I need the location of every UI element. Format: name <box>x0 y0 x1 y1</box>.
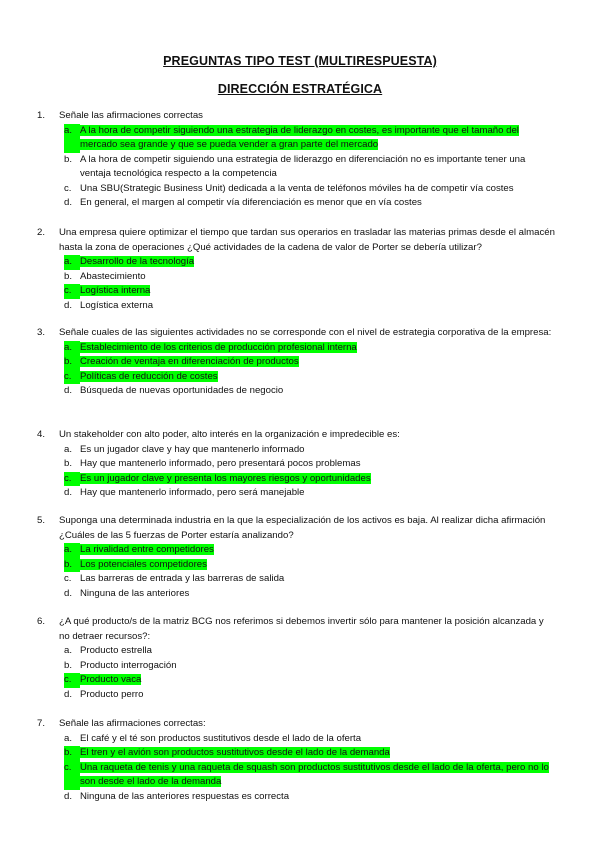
option-text: Desarrollo de la tecnología <box>80 256 195 267</box>
question-number: 6. <box>37 616 46 627</box>
option-letter: d. <box>64 197 73 208</box>
option-text: Abastecimiento <box>80 270 146 282</box>
option-text-wrap <box>80 153 557 182</box>
option-d <box>37 688 557 703</box>
option-text-wrap <box>80 341 557 356</box>
options-list <box>37 732 557 805</box>
option-text-wrap <box>80 370 557 385</box>
option-b <box>37 659 557 674</box>
option-text: En general, el margen al competir vía diferenciación es menor que en vía costes <box>80 197 422 208</box>
option-text-wrap <box>80 255 557 270</box>
option-text-wrap <box>80 688 557 703</box>
question-2 <box>37 226 557 313</box>
option-text-wrap <box>80 746 557 761</box>
option-letter: c. <box>64 761 80 790</box>
option-a-highlighted <box>37 255 557 270</box>
option-letter: c. <box>64 472 80 487</box>
option-text-wrap <box>80 472 557 487</box>
question-body: Señale las afirmaciones correctas <box>59 110 203 121</box>
option-b <box>37 270 557 285</box>
option-text: Producto vaca <box>80 674 142 685</box>
question-body: ¿A qué producto/s de la matriz BCG nos referimos si debemos invertir sólo para mantener la posición alcanzada y no detraer recursos?: <box>59 616 544 642</box>
question-number: 2. <box>37 227 46 238</box>
option-letter: d. <box>64 385 73 396</box>
option-text-wrap <box>80 443 557 458</box>
option-b <box>37 457 557 472</box>
question-5 <box>37 514 557 601</box>
option-text-wrap <box>80 572 557 587</box>
option-letter: b. <box>64 558 80 573</box>
question-number: 5. <box>37 515 46 526</box>
option-a-highlighted <box>37 543 557 558</box>
question-4 <box>37 428 557 501</box>
option-letter: a. <box>64 341 80 356</box>
option-letter: a. <box>64 124 80 153</box>
option-text-wrap <box>80 270 557 285</box>
option-letter: b. <box>64 153 73 165</box>
option-text-wrap <box>80 355 557 370</box>
options-list <box>37 543 557 601</box>
option-c-highlighted <box>37 284 557 299</box>
option-letter: d. <box>64 688 73 700</box>
option-c-highlighted <box>37 370 557 385</box>
option-d <box>37 587 557 602</box>
option-letter: a. <box>64 443 73 455</box>
page-subtitle: DIRECCIÓN ESTRATÉGICA <box>217 82 383 96</box>
question-text <box>37 428 557 443</box>
option-letter: a. <box>64 645 73 656</box>
option-text-wrap <box>80 732 557 747</box>
option-text-wrap <box>80 182 557 197</box>
option-letter: c. <box>64 182 72 194</box>
option-text: Ninguna de las anteriores <box>80 587 190 599</box>
option-a <box>37 443 557 458</box>
option-text: Búsqueda de nuevas oportunidades de negocio <box>80 385 284 396</box>
page-title: PREGUNTAS TIPO TEST (MULTIRESPUESTA) <box>163 54 437 68</box>
option-text: Los potenciales competidores <box>80 558 207 570</box>
option-text: Hay que mantenerlo informado, pero será manejable <box>80 487 305 498</box>
option-c-highlighted <box>37 472 557 487</box>
question-number: 7. <box>37 718 46 729</box>
option-text: El café y el té son productos sustitutivos desde el lado de la oferta <box>80 732 362 744</box>
question-1 <box>37 109 557 211</box>
options-list <box>37 341 557 399</box>
option-text-wrap <box>80 196 557 211</box>
option-d <box>37 384 557 399</box>
question-6 <box>37 615 557 702</box>
option-text: Una raqueta de tenis y una raqueta de squash son productos sustitutivos desde el lado de la oferta, pero no lo son desde el lado de la demanda <box>80 761 549 787</box>
option-letter: b. <box>64 746 80 761</box>
option-text-wrap <box>80 790 557 805</box>
option-b-highlighted <box>37 355 557 370</box>
option-text-wrap <box>80 486 557 501</box>
option-letter: b. <box>64 270 73 282</box>
options-list <box>37 124 557 211</box>
option-text-wrap <box>80 299 557 314</box>
option-d <box>37 486 557 501</box>
option-text-wrap <box>80 384 557 399</box>
option-text: Logística externa <box>80 299 154 311</box>
question-text <box>37 109 557 124</box>
option-b-highlighted <box>37 558 557 573</box>
option-letter: a. <box>64 732 73 744</box>
question-text <box>37 226 557 255</box>
question-number: 4. <box>37 429 46 440</box>
option-text: Hay que mantenerlo informado, pero presentará pocos problemas <box>80 458 361 469</box>
question-7 <box>37 717 557 804</box>
option-letter: d. <box>64 587 73 599</box>
option-c <box>37 572 557 587</box>
option-text: Creación de ventaja en diferenciación de productos <box>80 356 299 367</box>
option-letter: c. <box>64 370 80 385</box>
question-text <box>37 514 557 543</box>
option-text-wrap <box>80 124 557 153</box>
option-letter: b. <box>64 458 73 469</box>
question-3 <box>37 326 557 399</box>
option-a <box>37 644 557 659</box>
option-d <box>37 790 557 805</box>
question-body: Señale las afirmaciones correctas: <box>59 718 206 729</box>
option-text: Las barreras de entrada y las barreras de salida <box>80 573 285 584</box>
option-text-wrap <box>80 558 557 573</box>
option-text: Políticas de reducción de costes <box>80 370 218 382</box>
option-text-wrap <box>80 587 557 602</box>
option-text: Ninguna de las anteriores respuestas es correcta <box>80 790 290 802</box>
option-text: A la hora de competir siguiendo una estrategia de liderazgo en costes, es importante que el tamaño del mercado sea grande y que se pueda vender a gran parte del mercado <box>80 124 519 150</box>
question-text <box>37 326 557 341</box>
option-text: Es un jugador clave y presenta los mayores riesgos y oportunidades <box>80 472 371 484</box>
option-text: Producto interrogación <box>80 659 177 671</box>
options-list <box>37 443 557 501</box>
option-text-wrap <box>80 761 557 790</box>
option-text: El tren y el avión son productos sustitutivos desde el lado de la demanda <box>80 747 390 758</box>
question-body: Un stakeholder con alto poder, alto interés en la organización e impredecible es: <box>59 429 400 440</box>
option-a-highlighted <box>37 341 557 356</box>
question-text <box>37 615 557 644</box>
option-letter: c. <box>64 573 72 584</box>
options-list <box>37 644 557 702</box>
option-text: Producto estrella <box>80 645 152 656</box>
option-letter: a. <box>64 543 80 558</box>
option-text-wrap <box>80 659 557 674</box>
option-text: Establecimiento de los criterios de producción profesional interna <box>80 341 357 353</box>
option-text: Producto perro <box>80 688 144 700</box>
option-text: Una SBU(Strategic Business Unit) dedicada a la venta de teléfonos móviles ha de competir vía costes <box>80 182 514 194</box>
option-text: La rivalidad entre competidores <box>80 544 214 555</box>
option-c <box>37 182 557 197</box>
question-text <box>37 717 557 732</box>
option-c-highlighted <box>37 673 557 688</box>
option-letter: c. <box>64 284 80 299</box>
option-c-highlighted <box>37 761 557 790</box>
options-list <box>37 255 557 313</box>
option-text-wrap <box>80 644 557 659</box>
option-a-highlighted <box>37 124 557 153</box>
question-number: 3. <box>37 327 46 338</box>
option-text-wrap <box>80 284 557 299</box>
option-letter: d. <box>64 790 73 802</box>
question-body: Señale cuales de las siguientes actividades no se corresponde con el nivel de estrategia corporativa de la empresa: <box>59 327 552 338</box>
option-letter: c. <box>64 673 80 688</box>
option-d <box>37 299 557 314</box>
option-a <box>37 732 557 747</box>
option-letter: d. <box>64 299 73 311</box>
question-number: 1. <box>37 110 46 121</box>
option-text-wrap <box>80 543 557 558</box>
option-text-wrap <box>80 457 557 472</box>
option-b-highlighted <box>37 746 557 761</box>
option-d <box>37 196 557 211</box>
option-letter: a. <box>64 255 80 270</box>
question-body: Una empresa quiere optimizar el tiempo que tardan sus operarios en trasladar las materias primas desde el almacén hasta la zona de operaciones ¿Qué actividades de la cadena de valor de Porter se debería utilizar? <box>59 227 555 253</box>
option-letter: d. <box>64 487 73 498</box>
option-text: Es un jugador clave y hay que mantenerlo informado <box>80 443 305 455</box>
option-text-wrap <box>80 673 557 688</box>
option-letter: b. <box>64 659 73 671</box>
option-letter: b. <box>64 355 80 370</box>
option-text: A la hora de competir siguiendo una estrategia de liderazgo en diferenciación no es importante tener una ventaja tecnológica respecto a la competencia <box>80 153 526 179</box>
option-b <box>37 153 557 182</box>
question-body: Suponga una determinada industria en la que la especialización de los activos es baja. Al realizar dicha afirmación ¿Cuáles de las 5 fuerzas de Porter estaría analizando? <box>59 515 546 541</box>
option-text: Logística interna <box>80 285 151 296</box>
